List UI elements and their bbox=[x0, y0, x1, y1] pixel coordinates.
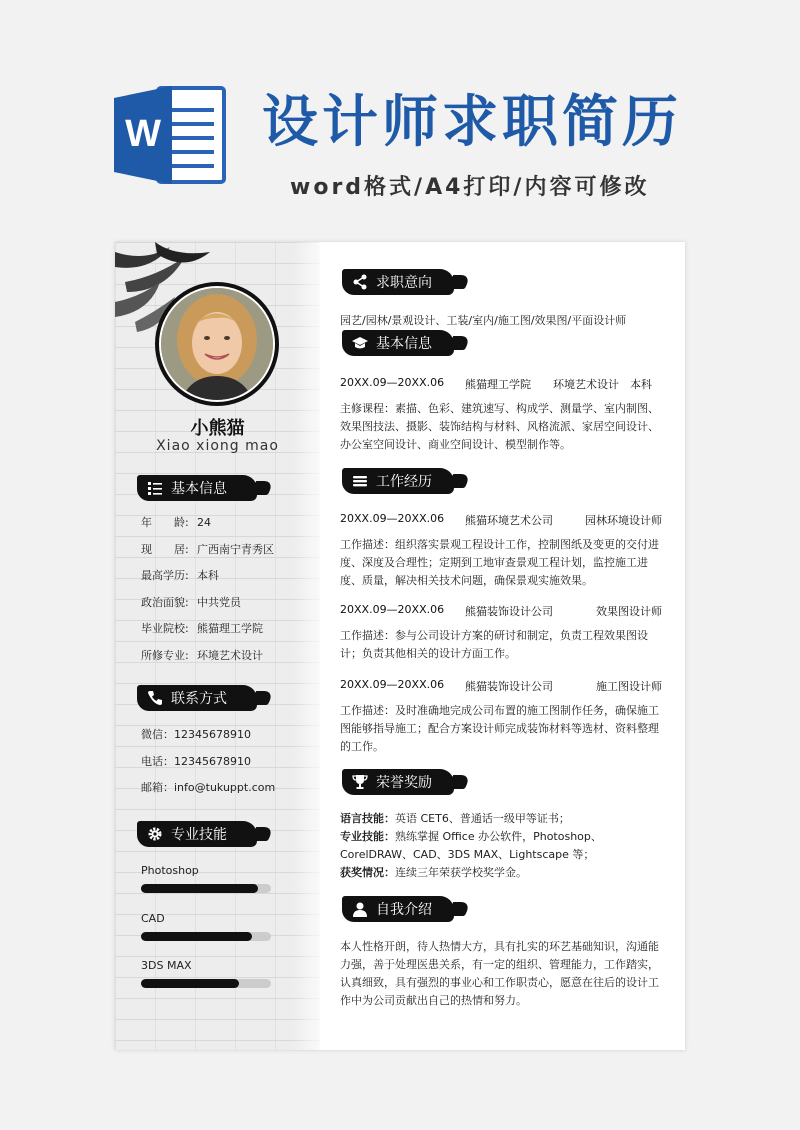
skill-name: Photoshop bbox=[141, 864, 199, 877]
honor-row: 专业技能：熟练掌握 Office 办公软件，Photoshop、CorelDRAW、CAD、3DS MAX、Lightscape 等； bbox=[340, 830, 602, 861]
section-heading-education: 基本信息 bbox=[342, 330, 454, 356]
skill-bar bbox=[141, 979, 271, 988]
honors-list bbox=[340, 810, 662, 882]
contact-phone: 电话：12345678910 bbox=[141, 754, 251, 768]
skill-name: 3DS MAX bbox=[141, 959, 192, 972]
info-row: 现 居: 广西南宁青秀区 bbox=[141, 542, 274, 556]
section-heading-about: 自我介绍 bbox=[342, 896, 454, 922]
honor-row: 获奖情况：连续三年荣获学校奖学金。 bbox=[340, 866, 527, 879]
skill-name: CAD bbox=[141, 912, 165, 925]
info-row: 最高学历: 本科 bbox=[141, 569, 219, 582]
info-row: 年 龄: 24 bbox=[141, 516, 211, 529]
work-desc: 工作描述：组织落实景观工程设计工作，控制图纸及变更的交付进度、深度及合理性；定期到工地审查景观工程计划，监控施工进度、质量，解决相关技术问题，确保景观实施效果。 bbox=[340, 538, 659, 587]
objective-text: 园艺/园林/景观设计、工装/室内/施工图/效果图/平面设计师 bbox=[340, 314, 627, 327]
list-icon bbox=[147, 480, 165, 496]
work-period: 20XX.09—20XX.06 熊猫装饰设计公司 施工图设计师 bbox=[340, 678, 662, 693]
phone-icon bbox=[147, 690, 165, 706]
about-text: 本人性格开朗，待人热情大方，具有扎实的环艺基础知识，沟通能力强，善于处理医患关系，有一定的组织、管理能力，工作踏实，认真细致，具有强烈的事业心和工作职责心，愿意在往后的设计工作中为公司贡献出自己的热情和努力。 bbox=[340, 940, 659, 1007]
skill-bar bbox=[141, 884, 271, 893]
right-column bbox=[340, 242, 665, 1050]
honor-row: 语言技能：英语 CET6、普通话一级甲等证书； bbox=[340, 812, 570, 825]
education-major: 环境艺术设计 本科 bbox=[553, 378, 652, 391]
section-heading-work: 工作经历 bbox=[342, 468, 454, 494]
info-row: 政治面貌: 中共党员 bbox=[141, 595, 241, 609]
layers-icon bbox=[352, 473, 370, 489]
user-icon bbox=[352, 901, 370, 917]
section-heading-honors: 荣誉奖励 bbox=[342, 769, 454, 795]
word-logo-icon bbox=[110, 80, 230, 190]
skill-bar-fill bbox=[141, 884, 258, 893]
info-row: 毕业院校: 熊猫理工学院 bbox=[141, 622, 263, 635]
share-icon bbox=[352, 274, 370, 290]
contact-email: 邮箱：info@tukuppt.com bbox=[141, 781, 276, 794]
section-heading-contact: 联系方式 bbox=[137, 685, 257, 711]
info-row: 所修专业: 环境艺术设计 bbox=[141, 648, 263, 662]
work-desc: 工作描述：参与公司设计方案的研讨和制定，负责工程效果图设计；负责其他相关的设计方面工作。 bbox=[340, 629, 648, 660]
banner-title: 设计师求职简历 bbox=[262, 90, 682, 155]
section-heading-skills: 专业技能 bbox=[137, 821, 257, 847]
basic-info-list bbox=[141, 510, 316, 669]
word-logo-letter: W bbox=[125, 113, 161, 155]
section-heading-objective: 求职意向 bbox=[342, 269, 454, 295]
banner-subtitle: word格式/A4打印/内容可修改 bbox=[290, 175, 650, 200]
education-school: 熊猫理工学院 bbox=[465, 378, 531, 391]
education-courses: 主修课程：素描、色彩、建筑速写、构成学、测量学、室内制图、效果图技法、摄影、装饰结构与材料、风格流派、家居空间设计、办公室空间设计、商业空间设计、模型制作等。 bbox=[340, 402, 659, 451]
profile-name: 小熊猫 bbox=[190, 418, 245, 439]
avatar bbox=[161, 288, 273, 400]
contact-wechat: 微信：12345678910 bbox=[141, 728, 251, 741]
skill-bar-fill bbox=[141, 932, 252, 941]
education-period bbox=[340, 376, 662, 392]
contact-list bbox=[141, 722, 316, 802]
work-desc: 工作描述：及时准确地完成公司布置的施工图制作任务，确保施工图能够指导施工；配合方案设计师完成装饰材料等选材、资料整理的工作。 bbox=[340, 704, 659, 753]
trophy-icon bbox=[352, 774, 370, 790]
profile-name-en: Xiao xiong mao bbox=[156, 438, 279, 454]
work-period: 20XX.09—20XX.06 熊猫装饰设计公司 效果图设计师 bbox=[340, 603, 662, 618]
skill-bar-fill bbox=[141, 979, 239, 988]
work-period: 20XX.09—20XX.06 熊猫环境艺术公司 园林环境设计师 bbox=[340, 512, 662, 527]
gear-icon bbox=[147, 826, 165, 842]
skill-bar bbox=[141, 932, 271, 941]
resume-sheet bbox=[115, 242, 685, 1050]
education-date: 20XX.09—20XX.06 bbox=[340, 376, 445, 389]
graduation-cap-icon bbox=[352, 335, 370, 351]
section-heading-basic-left: 基本信息 bbox=[137, 475, 257, 501]
